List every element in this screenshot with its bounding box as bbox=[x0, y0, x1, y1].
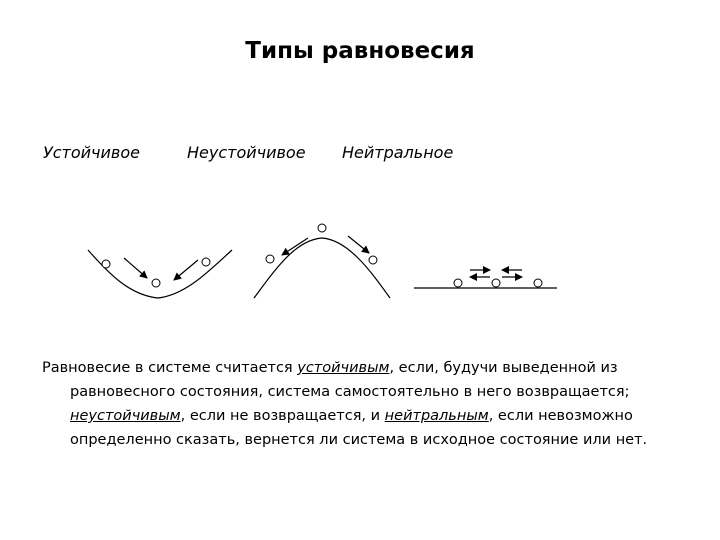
definition-text-2: , если, будучи выведенной из равновесного состояния, система самостоятельно в него возвращается; bbox=[70, 360, 630, 400]
ball-right bbox=[202, 258, 210, 266]
ball-top bbox=[318, 224, 326, 232]
hill-curve bbox=[254, 238, 390, 298]
unstable-diagram bbox=[254, 224, 390, 298]
arrow-right-to-center bbox=[174, 260, 198, 280]
label-neutral: Нейтральное bbox=[342, 143, 454, 162]
stable-diagram bbox=[88, 250, 232, 298]
ball-right bbox=[534, 279, 542, 287]
definition-text-4: , если невозможно определенно сказать, вернется ли система в исходное состояние или нет. bbox=[70, 408, 648, 448]
definition-text-1: Равновесие в системе считается bbox=[42, 360, 298, 376]
valley-curve bbox=[88, 250, 232, 298]
label-stable: Устойчивое bbox=[43, 143, 140, 162]
slide-title: Типы равновесия bbox=[245, 38, 475, 64]
term-neutral: нейтральным bbox=[384, 408, 489, 424]
neutral-diagram bbox=[414, 270, 557, 288]
ball-center bbox=[492, 279, 500, 287]
arrow-to-right bbox=[348, 236, 369, 253]
term-unstable: неустойчивым bbox=[70, 408, 181, 424]
label-unstable: Неустойчивое bbox=[187, 143, 306, 162]
ball-left bbox=[266, 255, 274, 263]
arrow-to-left bbox=[282, 238, 308, 255]
ball-bottom bbox=[152, 279, 160, 287]
arrow-left-to-center bbox=[124, 258, 147, 278]
term-stable: устойчивым bbox=[297, 360, 390, 376]
ball-right bbox=[369, 256, 377, 264]
definition-paragraph bbox=[42, 356, 720, 452]
definition-text-3: , если не возвращается, и bbox=[180, 408, 385, 424]
ball-left bbox=[454, 279, 462, 287]
ball-left bbox=[102, 260, 110, 268]
